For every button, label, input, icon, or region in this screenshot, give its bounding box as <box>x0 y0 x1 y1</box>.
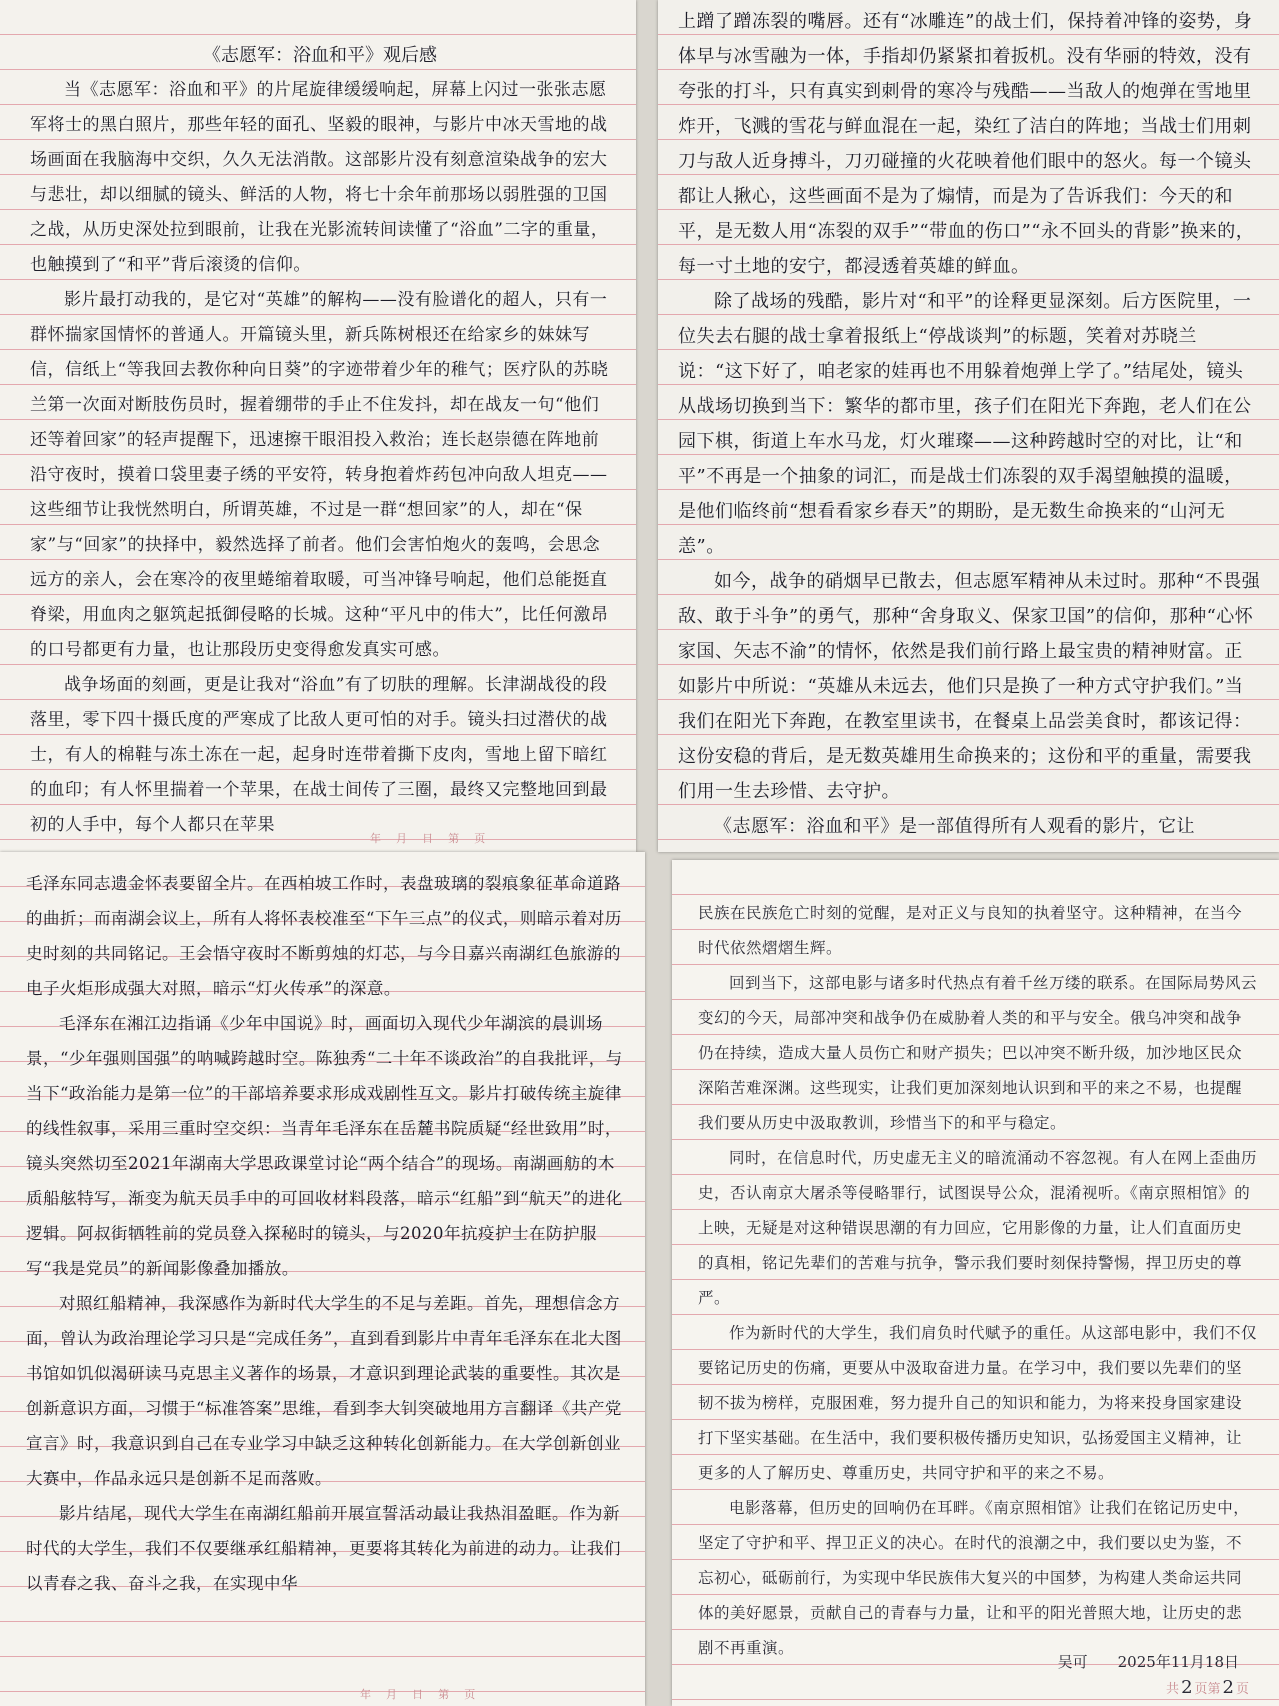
page-count <box>1166 1677 1249 1698</box>
signature-date: 2025年11月18日 <box>1117 1653 1239 1671</box>
paragraph-conclusion-start: 《志愿军：浴血和平》是一部值得所有人观看的影片，它让 <box>714 816 1195 837</box>
paragraph-spirit: 如今，战争的硝烟早已散去，但志愿军精神从未过时。那种“不畏强敌、敢于斗争”的勇气，那种“舍身取义、保家卫国”的信仰，那种“心怀家国、矢志不渝”的情怀，依然是我们前行路上最宝贵的精神财富。正如影片中所说：“英雄从未远去，他们只是换了一种方式守护我们。”当我们在阳光下奔跑，在教室里读书，在餐桌上品尝美食时，都该记得：这份安稳的背后，是无数英雄用生命换来的；这份和平的重量，需要我们用一生去珍惜、去守护。 <box>678 571 1261 802</box>
page-count-current: 2 <box>1222 1677 1234 1698</box>
page-count-suffix: 页 <box>1235 1681 1249 1696</box>
paragraph-intro: 当《志愿军：浴血和平》的片尾旋律缓缓响起，屏幕上闪过一张张志愿军将士的黑白照片，那些年轻的面孔、坚毅的眼神，与影片中冰天雪地的战场画面在我脑海中交织，久久无法消散。这部影片没有刻意渲染战争的宏大与悲壮，却以细腻的镜头、鲜活的人物，将七十余年前那场以弱胜强的卫国之战，从历史深处拉到眼前，让我在光影流转间读懂了“浴血”二字的重量，也触摸到了“和平”背后滚烫的信仰。 <box>30 80 609 275</box>
paragraph-pocket-watch: 毛泽东同志遗金怀表要留全片。在西柏坡工作时，表盘玻璃的裂痕象征革命道路的曲折；而南湖会议上，所有人将怀表校准至“下午三点”的仪式，则暗示着对历史时刻的共同铭记。王会悟守夜时不断剪烛的灯芯，与今日嘉兴南湖红色旅游的电子火炬形成强大对照，暗示“灯火传承”的深意。 <box>26 874 622 998</box>
paragraph-historical-nihilism: 同时，在信息时代，历史虚无主义的暗流涌动不容忽视。有人在网上歪曲历史，否认南京大屠杀等侵略罪行，试图误导公众，混淆视听。《南京照相馆》的上映，无疑是对这种错误思潮的有力回应，它用影像的力量，让人们直面历史的真相，铭记先辈们的苦难与抗争，警示我们要时刻保持警惕，捍卫历史的尊严。 <box>698 1149 1258 1307</box>
paragraph-self-reflection: 对照红船精神，我深感作为新时代大学生的不足与差距。首先，理想信念方面，曾认为政治理论学习只是“完成任务”，直到看到影片中青年毛泽东在北大图书馆如饥似渴研读马克思主义著作的场景，才意识到理论武装的重要性。其次是创新意识方面，习惯于“标准答案”思维，看到李大钊突破地用方言翻译《共产党宣言》时，我意识到自己在专业学习中缺乏这种转化创新能力。在大学创新创业大赛中，作品永远只是创新不足而落败。 <box>26 1294 622 1488</box>
author-name: 吴可 <box>1057 1653 1088 1671</box>
paragraph-ending: 影片结尾，现代大学生在南湖红船前开展宣誓活动最让我热泪盈眶。作为新时代的大学生，我们不仅要继承红船精神，更要将其转化为前进的动力。让我们以青春之我、奋斗之我，在实现中华 <box>26 1504 621 1593</box>
paragraph-battle-continued: 上蹭了蹭冻裂的嘴唇。还有“冰雕连”的战士们，保持着冲锋的姿势，身体早与冰雪融为一体，手指却仍紧紧扣着扳机。没有华丽的特效，没有夸张的打斗，只有真实到刺骨的寒冷与残酷——当敌人的炮弹在雪地里炸开，飞溅的雪花与鲜血混在一起，染红了洁白的阵地；当战士们用刺刀与敌人近身搏斗，刀刃碰撞的火花映着他们眼中的怒火。每一个镜头都让人揪心，这些画面不是为了煽情，而是为了告诉我们：今天的和平，是无数人用“冻裂的双手”“带血的伤口”“永不回头的背影”换来的，每一寸土地的安宁，都浸透着英雄的鲜血。 <box>678 11 1255 277</box>
paragraph-current-events: 回到当下，这部电影与诸多时代热点有着千丝万缕的联系。在国际局势风云变幻的今天，局部冲突和战争仍在威胁着人类的和平与安全。俄乌冲突和战争仍在持续，造成大量人员伤亡和财产损失；巴以冲突不断升级，加沙地区民众深陷苦难深渊。这些现实，让我们更加深刻地认识到和平的来之不易，也提醒我们要从历史中汲取教训，珍惜当下的和平与稳定。 <box>698 974 1258 1132</box>
notebook-page-1 <box>0 0 636 852</box>
page-count-total: 2 <box>1181 1677 1193 1698</box>
page-footer-mark: 年 月 日 第 页 <box>370 833 492 845</box>
page-count-mid: 页第 <box>1194 1681 1221 1696</box>
page-footer-mark: 年 月 日 第 页 <box>360 1689 482 1701</box>
notebook-page-4 <box>672 860 1279 1706</box>
paragraph-peace: 除了战场的残酷，影片对“和平”的诠释更显深刻。后方医院里，一位失去右腿的战士拿着报纸上“停战谈判”的标题，笑着对苏晓兰说：“这下好了，咱老家的娃再也不用躲着炮弹上学了。”结尾处，镜头从战场切换到当下：繁华的都市里，孩子们在阳光下奔跑，老人们在公园下棋，街道上车水马龙，灯火璀璨——这种跨越时空的对比，让“和平”不再是一个抽象的词汇，而是战士们冻裂的双手渴望触摸的温暖，是他们临终前“想看看家乡春天”的期盼，是无数生命换来的“山河无恙”。 <box>678 291 1252 557</box>
author-signature <box>1028 1651 1239 1672</box>
paragraph-final: 电影落幕，但历史的回响仍在耳畔。《南京照相馆》让我们在铭记历史中，坚定了守护和平、捍卫正义的决心。在时代的浪潮之中，我们要以史为鉴，不忘初心，砥砺前行，为实现中华民族伟大复兴的中国梦，为构建人类命运共同体的美好愿景，贡献自己的青春与力量，让和平的阳光普照大地，让历史的悲剧不再重演。 <box>698 1499 1250 1657</box>
essay-title: 《志愿军：浴血和平》观后感 <box>203 45 437 66</box>
notebook-page-3 <box>0 852 645 1706</box>
page-count-prefix: 共 <box>1166 1681 1180 1696</box>
notebook-page-2 <box>658 0 1279 852</box>
paragraph-timelines: 毛泽东在湘江边指诵《少年中国说》时，画面切入现代少年湖滨的晨训场景，“少年强则国强”的呐喊跨越时空。陈独秀“二十年不谈政治”的自我批评，与当下“政治能力是第一位”的干部培养要求形成戏剧性互文。影片打破传统主旋律的线性叙事，采用三重时空交织：当青年毛泽东在岳麓书院质疑“经世致用”时，镜头突然切至2021年湖南大学思政课堂讨论“两个结合”的现场。南湖画舫的木质船舷特写，渐变为航天员手中的可回收材料段落，暗示“红船”到“航天”的进化逻辑。阿叔街牺牲前的党员登入探秘时的镜头，与2020年抗疫护士在防护服写“我是党员”的新闻影像叠加播放。 <box>26 1014 623 1278</box>
paragraph-responsibility: 作为新时代的大学生，我们肩负时代赋予的重任。从这部电影中，我们不仅要铭记历史的伤痛，更要从中汲取奋进力量。在学习中，我们要以先辈们的坚韧不拔为榜样，克服困难，努力提升自己的知识和能力，为将来投身国家建设打下坚实基础。在生活中，我们要积极传播历史知识，弘扬爱国主义精神，让更多的人了解历史、尊重历史，共同守护和平的来之不易。 <box>698 1324 1258 1482</box>
paragraph-awakening: 民族在民族危亡时刻的觉醒，是对正义与良知的执着坚守。这种精神，在当今时代依然熠熠生辉。 <box>698 904 1243 957</box>
paragraph-battle-start: 战争场面的刻画，更是让我对“浴血”有了切肤的理解。长津湖战役的段落里，零下四十摄氏度的严寒成了比敌人更可怕的对手。镜头扫过潜伏的战士，有人的棉鞋与冻土冻在一起，起身时连带着撕下皮肉，雪地上留下暗红的血印；有人怀里揣着一个苹果，在战士间传了三圈，最终又完整地回到最初的人手中，每个人都只在苹果 <box>30 675 608 835</box>
paragraph-heroes: 影片最打动我的，是它对“英雄”的解构——没有脸谱化的超人，只有一群怀揣家国情怀的普通人。开篇镜头里，新兵陈树根还在给家乡的妹妹写信，信纸上“等我回去教你种向日葵”的字迹带着少年的稚气；医疗队的苏晓兰第一次面对断肢伤员时，握着绷带的手止不住发抖，却在战友一句“他们还等着回家”的轻声提醒下，迅速擦干眼泪投入救治；连长赵崇德在阵地前沿守夜时，摸着口袋里妻子绣的平安符，转身抱着炸药包冲向敌人坦克——这些细节让我恍然明白，所谓英雄，不过是一群“想回家”的人，却在“保家”与“回家”的抉择中，毅然选择了前者。他们会害怕炮火的轰鸣，会思念远方的亲人，会在寒冷的夜里蜷缩着取暖，可当冲锋号响起，他们总能挺直脊梁，用血肉之躯筑起抵御侵略的长城。这种“平凡中的伟大”，比任何激昂的口号都更有力量，也让那段历史变得愈发真实可感。 <box>30 290 609 660</box>
